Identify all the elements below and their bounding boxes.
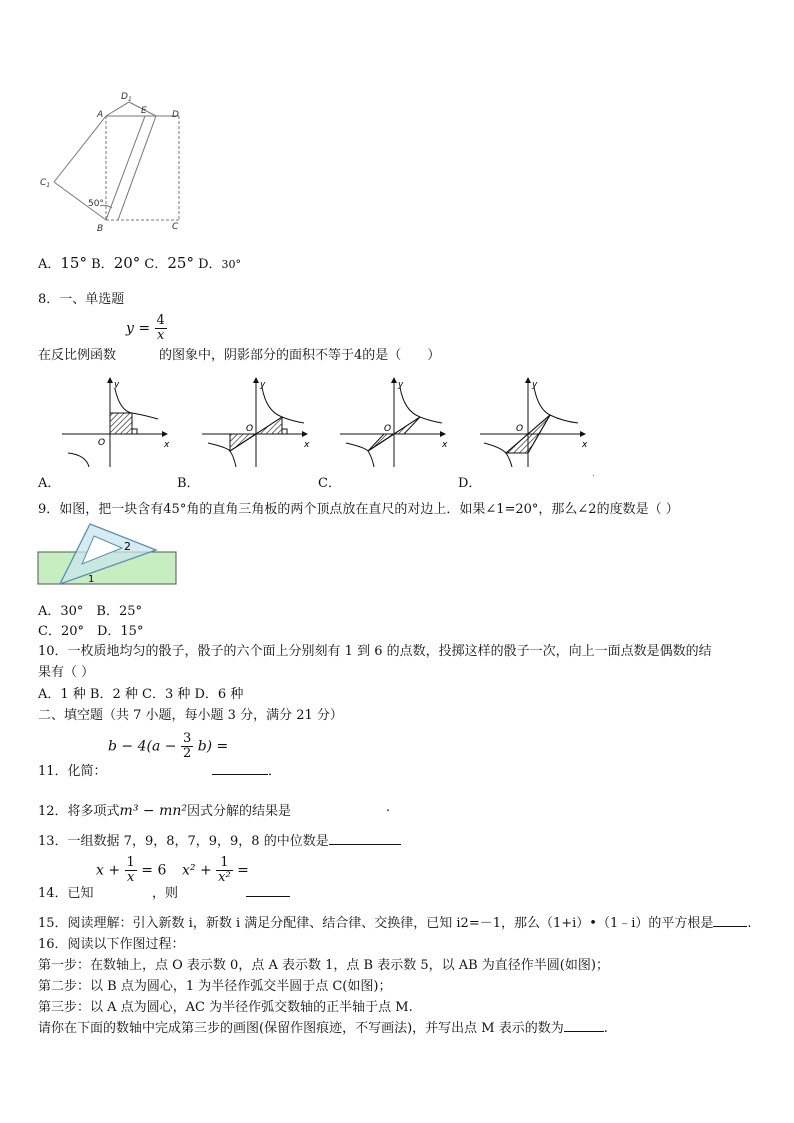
q8-a-y: y — [114, 380, 120, 390]
q16-step2: 第二步：以 B 点为圆心，1 为半径作弧交半圆于点 C(如图)； — [38, 979, 392, 994]
q8-graph-d — [478, 375, 593, 470]
q8-text-after: 的图象中，阴影部分的面积不等于4的是（ ） — [159, 348, 441, 363]
label-a: A — [97, 110, 104, 120]
q7-figure — [36, 88, 196, 238]
q14-x2: x² + — [182, 862, 212, 879]
q14-eq: = 6 — [141, 862, 167, 879]
q14-label: 14．已知 — [38, 886, 94, 901]
q15-blank[interactable] — [713, 926, 747, 927]
label-e: E — [141, 106, 147, 116]
label-50: 50° — [88, 199, 104, 209]
q11-den: 2 — [182, 746, 192, 761]
q16-blank[interactable] — [564, 1031, 604, 1032]
q7-option-b-label: B． — [91, 257, 114, 272]
q11-expr-b: b) = — [197, 738, 229, 755]
q14-one-b: 1 — [216, 856, 233, 871]
q11-label: 11．化简： — [38, 764, 107, 779]
q7-option-a-label: A． — [38, 257, 61, 272]
q13-blank[interactable] — [329, 844, 401, 845]
q15-question — [38, 912, 752, 931]
q8-question — [38, 344, 440, 363]
q8-func-y: y = — [126, 320, 151, 337]
q16-title: 16．阅读以下作图过程： — [38, 937, 185, 952]
section-fill-blank: 二、填空题（共 7 小题，每小题 3 分，满分 21 分） — [38, 708, 343, 723]
q13-question — [38, 830, 401, 849]
q8-a-o: O — [98, 438, 106, 448]
q12-poly: m³ − mn² — [119, 803, 187, 819]
label-b: B — [97, 224, 104, 234]
q10-line2: 果有（ ） — [38, 665, 95, 680]
q11-expr-a: b − 4(a − — [108, 738, 177, 755]
q8-c-o: O — [384, 424, 392, 434]
q12-label: 12．将多项式 — [38, 804, 120, 819]
q16-end: . — [603, 1021, 608, 1036]
q11-end: ． — [268, 764, 282, 779]
label-d: D — [172, 110, 179, 120]
label-c1: $C_1$ — [40, 178, 51, 189]
q14-find — [182, 856, 249, 885]
q9-label-2: 2 — [124, 540, 131, 553]
q8-a-x: x — [164, 440, 170, 450]
q12-question — [38, 800, 291, 819]
q9-figure — [36, 520, 186, 586]
q14-xd: x — [127, 870, 135, 885]
q7-option-b-value: 20° — [113, 254, 141, 272]
q11-num: 3 — [182, 731, 192, 746]
q12-end: . — [386, 800, 391, 815]
q8-d-x: x — [582, 440, 588, 450]
q12-text: 因式分解的结果是 — [186, 804, 291, 819]
q15-text: 15．阅读理解：引入新数 i，新数 i 满足分配律、结合律、交换律，已知 i2=－1，那么（1+i）•（1﹣i）的平方根是 — [38, 916, 714, 931]
q8-c-y: y — [398, 380, 404, 390]
q7-options — [38, 253, 241, 272]
q7-option-c-value: 25° — [167, 254, 194, 272]
q13-text: 13．一组数据 7，9，8，7，9，9，8 的中位数是 — [38, 834, 329, 849]
q7-option-a-value: 15° — [60, 254, 87, 272]
q14-x: x + — [96, 862, 121, 879]
q14-eq2: = — [237, 862, 249, 879]
q11-answer — [212, 760, 281, 779]
q8-b-y: y — [260, 380, 266, 390]
q8-d-y: y — [532, 380, 538, 390]
q14-x2d: x² — [218, 870, 231, 885]
q9-question: 9．如图，把一块含有45°角的直角三角板的两个顶点放在直尺的对边上．如果∠1=20°，那么∠2的度数是（ ） — [38, 502, 679, 517]
q8-func-den: x — [157, 328, 165, 343]
q9-label-1: 1 — [88, 574, 95, 585]
q8-b-x: x — [304, 440, 310, 450]
q8-function — [126, 314, 167, 343]
q16-step1: 第一步：在数轴上，点 O 表示数 0，点 A 表示数 1，点 B 表示数 5，以 AB 为直径作半圆(如图)； — [38, 958, 609, 973]
q8-graph-a — [60, 375, 175, 470]
label-c: C — [172, 222, 179, 232]
q16-step3: 第三步：以 A 点为圆心，AC 为半径作弧交数轴的正半轴于点 M. — [38, 1000, 413, 1015]
q8-graph-c — [338, 375, 453, 470]
q14-blank[interactable] — [246, 882, 290, 901]
q16-task — [38, 1017, 608, 1036]
q10-options: A．1 种 B．2 种 C．3 种 D．6 种 — [38, 687, 244, 702]
q8-option-d: D． — [458, 476, 482, 491]
q7-option-d-value: 30° — [221, 258, 242, 271]
q8-option-b: B． — [177, 476, 200, 491]
label-d1: $D_1$ — [121, 92, 132, 103]
q8-b-o: O — [246, 424, 254, 434]
q8-text-before: 在反比例函数 — [38, 348, 117, 363]
q9-options-row1: A．30° B．25° — [38, 604, 143, 619]
q14-given — [96, 856, 166, 885]
q11-expression — [108, 732, 228, 761]
q8-header: 8．一、单选题 — [38, 292, 125, 307]
q8-graph-b — [200, 375, 315, 470]
q9-options-row2: C．20° D．15° — [38, 624, 144, 639]
q7-option-c-label: C． — [144, 257, 168, 272]
q15-end: . — [747, 916, 752, 931]
q10-line1: 10．一枚质地均匀的骰子，骰子的六个面上分别刻有 1 到 6 的点数，投掷这样的骰子一次，向上一面点数是偶数的结 — [38, 644, 712, 659]
q8-option-a: A． — [38, 476, 61, 491]
q8-c-x: x — [442, 440, 448, 450]
q8-d-o: O — [516, 424, 524, 434]
q16-task-text: 请你在下面的数轴中完成第三步的画图(保留作图痕迹，不写画法)，并写出点 M 表示的数为 — [38, 1021, 564, 1036]
q8-trailing-mark: . — [592, 468, 596, 479]
q8-option-c: C． — [318, 476, 341, 491]
q14-one: 1 — [126, 855, 135, 870]
q8-func-num: 4 — [156, 313, 165, 328]
q14-then: ，则 — [152, 886, 179, 901]
q7-option-d-label: D． — [198, 257, 222, 272]
